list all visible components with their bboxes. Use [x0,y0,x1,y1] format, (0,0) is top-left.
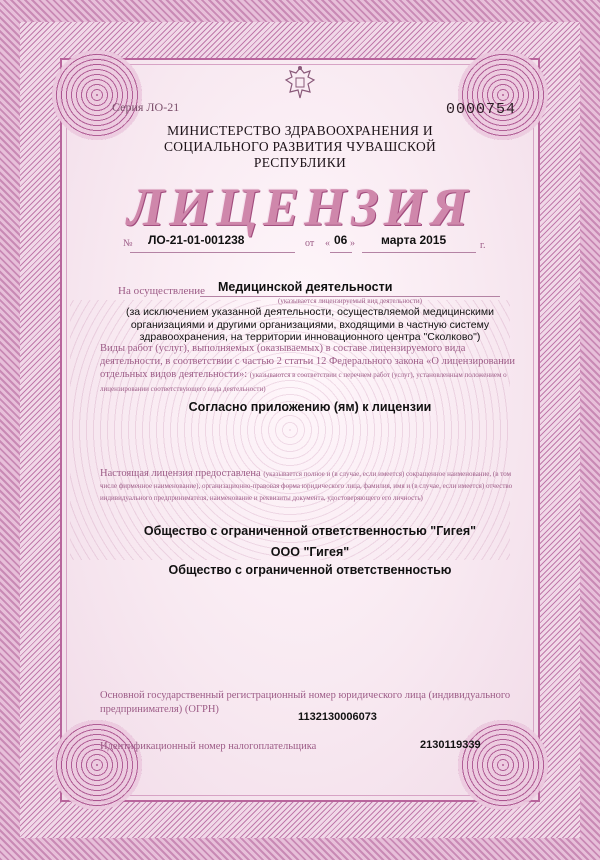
corner-rosette-icon [458,720,548,810]
license-month-year: марта 2015 [381,233,447,247]
works-label [100,342,520,396]
activity-label: На осуществление [118,285,205,297]
activity-value: Медицинской деятельности [218,280,393,294]
date-from-label: от [305,238,315,249]
licensee-label [100,468,520,504]
licensee-short-name: ООО "Гигея" [270,545,350,559]
corner-rosette-icon [52,720,142,810]
day-underline [330,252,352,253]
number-label: № [123,238,133,249]
licensee-label-text: Настоящая лицензия предоставлена [100,468,261,479]
activity-exclusion: (за исключением указанной деятельности, осуществляемой медицинскими организациями и другими организациями, входящими в частную систему здравоохранения, на территории инновационного центра "Сколково") [126,306,494,343]
ministry-name: МИНИСТЕРСТВО ЗДРАВООХРАНЕНИЯ И СОЦИАЛЬНОГО РАЗВИТИЯ ЧУВАШСКОЙ РЕСПУБЛИКИ [163,123,437,170]
license-number: ЛО-21-01-001238 [148,233,245,247]
series-label: Серия ЛО-21 [112,100,180,114]
licensee-legal-form: Общество с ограниченной ответственностью [168,563,452,577]
works-value: Согласно приложению (ям) к лицензии [188,400,432,414]
quote-open: « [325,238,330,249]
document-title: ЛИЦЕНЗИЯ [127,177,473,237]
quote-close: » [350,238,355,249]
works-note: (указываются в соответствии с перечнем работ (услуг), установленным положением о лицензировании соответствующего вида деятельности) [100,371,507,393]
licensee-full-name: Общество с ограниченной ответственностью "Гигея" [143,524,477,538]
serial-number: 0000754 [446,101,517,118]
inn-label: Идентификационный номер налогоплательщика [100,741,317,752]
licensee-note: (указывается полное и (в случае, если имеется) сокращенное наименование, (в том числе фирменное наименование), организационно-правовая форма юридического лица, фамилия, имя и (в случае, если имеется) отчество индивидуального предпринимателя, наименование и реквизиты документа, удостоверяющего его личность) [100,470,513,502]
works-text: Виды работ (услуг), выполняемых (оказываемых) в составе лицензируемого вида деятельности, в соответствии с частью 2 статьи 12 Федерального закона «О лицензировании отдельных видов деятельности»: [100,343,516,380]
year-suffix: г. [480,240,486,251]
inn-value: 2130119339 [420,739,481,751]
number-underline [130,252,295,253]
ogrn-value: 1132130006073 [298,711,377,723]
ogrn-label: Основной государственный регистрационный номер юридического лица (индивидуального предпринимателя) (ОГРН) [100,690,511,715]
coat-of-arms-icon [282,64,318,104]
license-day: 06 [334,233,348,247]
month-underline [362,252,476,253]
activity-note: (указывается лицензируемый вид деятельности) [277,297,423,305]
